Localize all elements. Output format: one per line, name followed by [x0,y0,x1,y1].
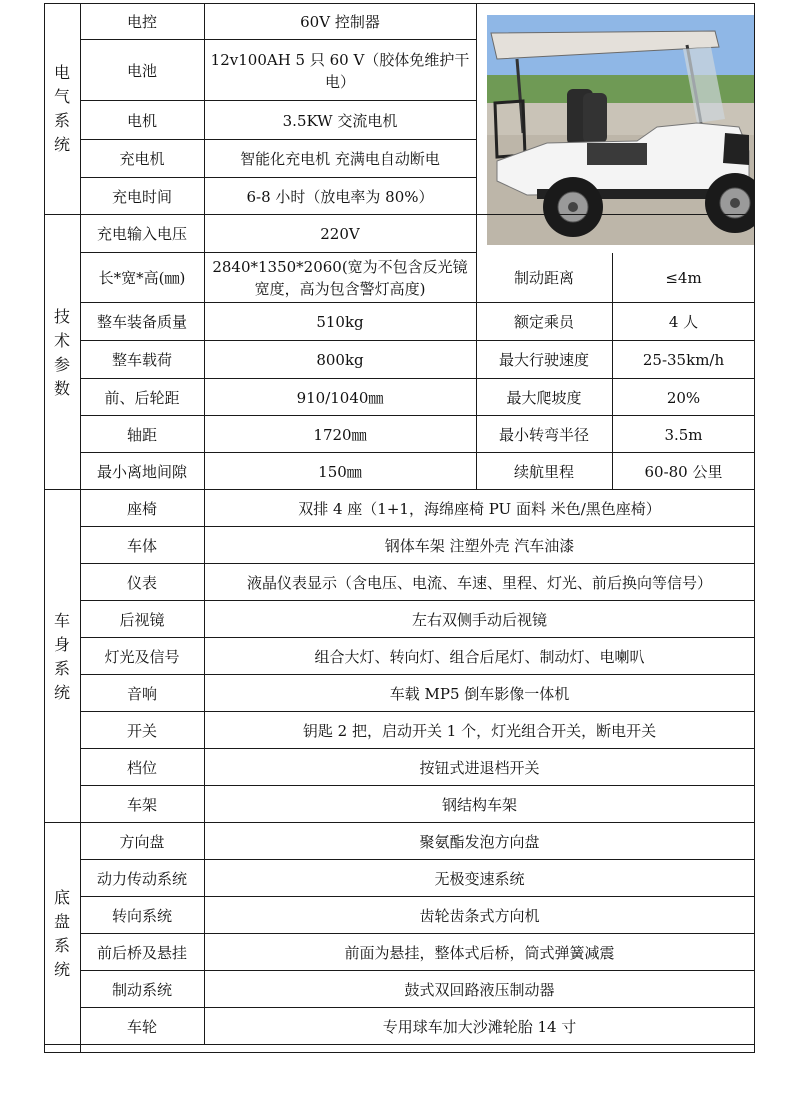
grid-line [476,178,477,215]
row-label: 动力传动系统 [96,869,187,888]
row-value: 组合大灯、转向灯、组合后尾灯、制动灯、电喇叭 [314,647,645,666]
row-value: 无极变速系统 [434,869,525,888]
row-label: 仪表 [126,573,157,592]
row-value: 钥匙 2 把，启动开关 1 个，灯光组合开关，断电开关 [302,721,657,740]
row-label: 车轮 [126,1017,157,1036]
row-label: 最小离地间隙 [96,462,187,481]
row-value-2: 20% [666,388,701,407]
row-value: 左右双侧手动后视镜 [411,610,547,629]
row-value-2: ≤4m [665,269,702,287]
row-label: 座椅 [126,499,157,518]
row-value: 前面为悬挂，整体式后桥，筒式弹簧减震 [344,943,615,962]
row-value: 智能化充电机 充满电自动断电 [240,150,440,168]
row-value: 车载 MP5 倒车影像一体机 [389,684,570,703]
row-label: 充电输入电压 [96,225,187,243]
section-title-char: 统 [53,135,70,154]
row-value: 按钮式进退档开关 [419,758,540,777]
row-label-2: 最小转弯半径 [498,425,589,444]
row-value: 800kg [316,351,364,369]
row-label: 整车装备质量 [96,313,187,331]
row-value: 60V 控制器 [300,12,380,31]
section-title-char: 气 [53,87,70,106]
section-title-char: 术 [53,330,70,350]
grid-line [476,101,477,140]
row-value: 910/1040㎜ [296,388,384,407]
row-value-2: 3.5m [664,425,703,444]
section-title [44,3,80,215]
golf-cart-photo [487,15,754,245]
row-label: 充电机 [119,150,165,168]
row-label: 后视镜 [119,610,165,629]
section-title-char: 系 [53,111,70,130]
section-title-char: 统 [53,682,70,702]
grid-line [476,215,477,253]
section-title-char: 身 [53,634,70,654]
row-label-2: 最大爬坡度 [506,388,582,407]
row-label: 音响 [126,684,157,703]
section-title-char: 电 [53,63,70,82]
row-value: 3.5KW 交流电机 [282,111,398,130]
section-title-char: 车 [53,610,70,630]
section-title-char: 统 [53,960,70,979]
row-value: 双排 4 座（1+1，海绵座椅 PU 面料 米色/黑色座椅） [298,499,661,518]
section-title-char: 技 [53,306,70,326]
row-label: 前后桥及悬挂 [96,943,187,962]
row-value: 220V [320,225,360,243]
row-label: 轴距 [126,425,157,444]
row-value: 1720㎜ [313,425,367,444]
row-value: 聚氨酯发泡方向盘 [419,832,540,851]
row-value: 150㎜ [318,462,362,481]
row-value: 2840*1350*2060(宽为不包含反光镜宽度，高为包含警灯高度) [212,258,468,298]
row-label: 车架 [126,795,157,814]
grid-line [44,1052,755,1053]
row-label: 灯光及信号 [104,647,180,666]
section-title [44,215,80,490]
row-label-2: 制动距离 [513,269,574,287]
section-title-char: 系 [53,936,70,955]
row-label: 档位 [126,758,157,777]
row-value: 钢体车架 注塑外壳 汽车油漆 [384,536,575,555]
row-value-2: 60-80 公里 [644,462,723,481]
row-label: 电池 [126,61,157,80]
row-label-2: 续航里程 [513,462,574,481]
section-title-char: 系 [53,658,70,678]
grid-line [476,3,477,40]
row-label: 长*宽*高(㎜) [98,269,186,287]
row-label: 转向系统 [111,906,172,925]
section-title [44,823,80,1045]
row-label: 电控 [126,12,157,31]
row-label-2: 最大行驶速度 [498,351,589,369]
row-label: 方向盘 [119,832,165,851]
row-label: 电机 [126,111,157,130]
section-title [44,490,80,823]
row-value: 6-8 小时（放电率为 80%） [246,187,434,206]
row-value-2: 25-35km/h [642,351,725,369]
row-label: 开关 [126,721,157,740]
grid-line [476,40,477,101]
row-label: 充电时间 [111,187,172,206]
row-value: 510kg [316,313,364,331]
section-title-char: 数 [53,378,70,398]
row-value: 鼓式双回路液压制动器 [404,980,555,999]
row-value-2: 4 人 [668,313,699,331]
row-value: 专用球车加大沙滩轮胎 14 寸 [382,1017,577,1036]
section-title-char: 底 [53,888,70,907]
row-label-2: 额定乘员 [513,313,574,331]
row-label: 车体 [126,536,157,555]
section-title-char: 参 [53,354,70,374]
row-label: 前、后轮距 [104,388,180,407]
spec-table [44,3,755,1053]
section-title-char: 盘 [53,912,70,931]
row-value: 齿轮齿条式方向机 [419,906,540,925]
row-label: 整车载荷 [111,351,172,369]
row-value: 液晶仪表显示（含电压、电流、车速、里程、灯光、前后换向等信号） [246,573,712,592]
row-value: 12v100AH 5 只 60 V（胶体免维护干电） [210,50,470,91]
row-value: 钢结构车架 [441,795,517,814]
grid-line [476,140,477,178]
row-label: 制动系统 [111,980,172,999]
grid-line [44,1044,755,1045]
